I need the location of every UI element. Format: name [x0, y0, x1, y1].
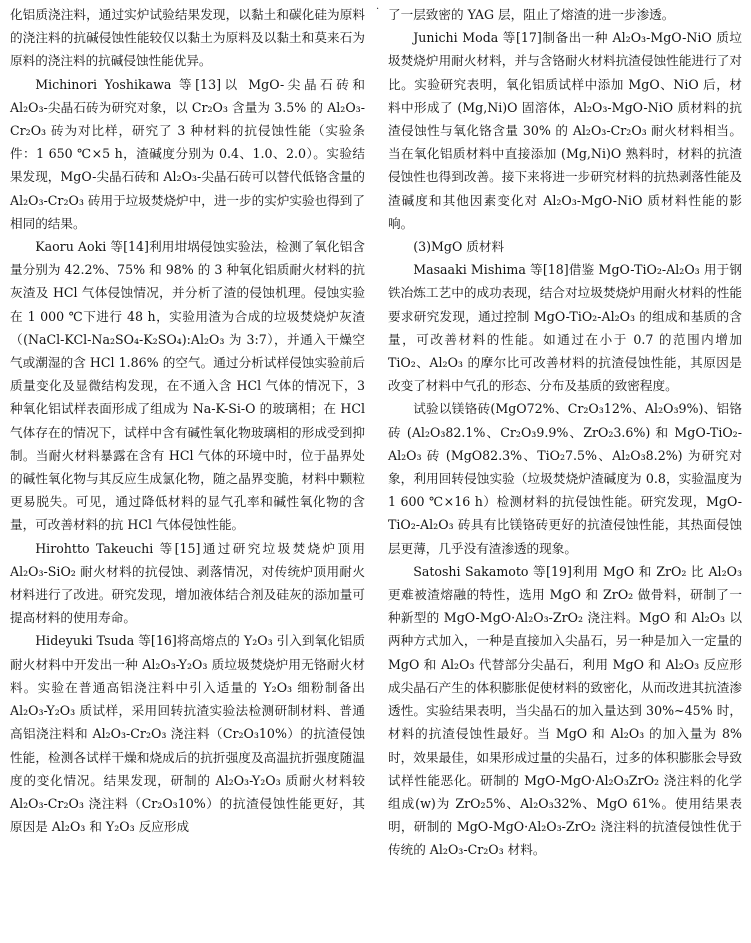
left-column: [10, 3, 365, 838]
right-paragraph-4: 试验以镁铬砖(MgO72%、Cr₂O₃12%、Al₂O₃9%)、铝铬砖 (Al₂O₃82.1%、Cr₂O₃9.9%、ZrO₂3.6%) 和 MgO-TiO₂-Al₂O₃ 砖 (MgO82.3%、TiO₂7.5%、Al₂O₃8.2%) 为研究对象，利用回转侵蚀实验（垃圾焚烧炉渣碱度为 0.8，实验温度为 1 600 ℃×16 h）检测材料的抗侵蚀性能。研究发现，MgO-TiO₂-Al₂O₃ 砖具有比镁铬砖更好的抗渣侵蚀性能，其热面侵蚀层更薄，几乎没有渣渗透的现象。: [388, 401, 742, 556]
left-paragraph-5: Hideyuki Tsuda 等[16]将高熔点的 Y₂O₃ 引入到氧化铝质耐火材料中开发出一种 Al₂O₃-Y₂O₃ 质垃圾焚烧炉用无铬耐火材料。实验在普通高铝浇注料中引入适量的 Y₂O₃ 细粉制备出 Al₂O₃-Y₂O₃ 质试样，采用回转抗渣实验法检测研制材料、普通高铝浇注料和 Al₂O₃-Cr₂O₃ 浇注料（Cr₂O₃10%）的抗渣侵蚀性能，检测各试样干燥和烧成后的抗折强度及高温抗折强度随温度的变化情况。结果发现，研制的 Al₂O₃-Y₂O₃ 质耐火材料较 Al₂O₃-Cr₂O₃ 浇注料（Cr₂O₃10%）的抗渣侵蚀性能更好，其原因是 Al₂O₃ 和 Y₂O₃ 反应形成: [10, 633, 365, 835]
left-paragraph-4: Hirohtto Takeuchi 等[15]通过研究垃圾焚烧炉顶用 Al₂O₃-SiO₂ 耐火材料的抗侵蚀、剥落情况，对传统炉顶用耐火材料进行了改进。研究发现，增加液体结合剂及硅灰的添加量可提高材料的使用寿命。: [10, 540, 365, 626]
left-paragraph-3: Kaoru Aoki 等[14]利用坩埚侵蚀实验法，检测了氧化铝含量分别为 42.2%、75% 和 98% 的 3 种氧化铝质耐火材料的抗灰渣及 HCl 气体侵蚀情况，并分析了渣的侵蚀机理。侵蚀实验在 1 000 ℃下进行 48 h，实验用渣为合成的垃圾焚烧炉灰渣（(NaCl-KCl-Na₂SO₄-K₂SO₄):Al₂O₃ 为 3:7），并通入干燥空气或潮湿的含 HCl 1.86% 的空气。通过分析试样侵蚀实验前后质量变化及显微结构发现，在不通入含 HCl 气体的情况下，3 种氧化铝试样表面形成了组成为 Na-K-Si-O 的玻璃相；在 HCl 气体存在的情况下，试样中含有碱性氧化物玻璃相的形成受到抑制。当耐火材料暴露在含有 HCl 气体的环境中时，位于晶界处的碱性氧化物与其反应生成氯化物，随之晶界变脆，材料中颗粒更易脱失。可见，通过降低材料的显气孔率和碱性氧化物的含量，可改善材料的抗 HCl 气体侵蚀性能。: [10, 239, 365, 533]
right-paragraph-5: Satoshi Sakamoto 等[19]利用 MgO 和 ZrO₂ 比 Al₂O₃ 更难被渣熔融的特性，选用 MgO 和 ZrO₂ 做骨料，研制了一种新型的 MgO-MgO·Al₂O₃-ZrO₂ 浇注料。MgO 和 Al₂O₃ 以两种方式加入，一种是直接加入尖晶石，另一种是加入一定量的 MgO 和 Al₂O₃ 代替部分尖晶石，利用 MgO 和 Al₂O₃ 反应形成尖晶石产生的体积膨胀促使材料的致密化，从而改进其抗渣渗透性。实验结果表明，当尖晶石的加入量达到 30%~45% 时，材料的抗渣侵蚀性最好。当 MgO 和 Al₂O₃ 的加入量为 8% 时，效果最佳，如果形成过量的尖晶石，过多的体积膨胀会导致试样性能恶化。研制的 MgO-MgO·Al₂O₃ZrO₂ 浇注料的化学组成(w)为 ZrO₂5%、Al₂O₃32%、MgO 61%。使用结果表明，研制的 MgO-MgO·Al₂O₃-ZrO₂ 浇注料的抗渣侵蚀性优于传统的 Al₂O₃-Cr₂O₃ 材料。: [388, 563, 742, 858]
left-paragraph-1: 化铝质浇注料，通过实炉试验结果发现，以黏土和碳化硅为原料的浇注料的抗碱侵蚀性能较仅以黏土为原料及以黏土和莫来石为原料的浇注料的抗碱侵蚀性能优异。: [10, 7, 365, 69]
left-paragraph-2: Michinori Yoshikawa 等[13]以 MgO-尖晶石砖和 Al₂O₃-尖晶石砖为研究对象，以 Cr₂O₃ 含量为 3.5% 的 Al₂O₃-Cr₂O₃ 砖为对比样，研究了 3 种材料的抗侵蚀性能（实验条件：1 650 ℃×5 h，渣碱度分别为 0.4、1.0、2.0）。实验结果发现，MgO-尖晶石砖和 Al₂O₃-尖晶石砖可以替代低铬含量的 Al₂O₃-Cr₂O₃ 砖用于垃圾焚烧炉中，进一步的实炉实验也得到了相同的结果。: [10, 76, 365, 231]
right-column: [388, 3, 742, 862]
column-separator-mark: ·: [376, 4, 380, 15]
right-paragraph-1: 了一层致密的 YAG 层，阻止了熔渣的进一步渗透。: [388, 7, 675, 22]
section-heading-mgo: (3)MgO 质材料: [413, 239, 505, 255]
right-paragraph-3: Masaaki Mishima 等[18]借鉴 MgO-TiO₂-Al₂O₃ 用于钢铁冶炼工艺中的成功表现，结合对垃圾焚烧炉用耐火材料的性能要求研究发现，通过控制 MgO-TiO₂-Al₂O₃ 的组成和基质的含量，可改善材料的性能。如通过在小于 0.7 的范围内增加 TiO₂、Al₂O₃ 的摩尔比可改善材料的抗渣侵蚀性能，其原因是改变了材料中气孔的形态、分布及基质的致密程度。: [388, 262, 742, 394]
right-paragraph-2: Junichi Moda 等[17]制备出一种 Al₂O₃-MgO-NiO 质垃圾焚烧炉用耐火材料，并与含铬耐火材料抗渣侵蚀性能进行了对比。实验研究表明，氧化铝质试样中添加 MgO、NiO 后，材料中形成了 (Mg,Ni)O 固溶体，Al₂O₃-MgO-NiO 质材料的抗渣侵蚀性与氧化铬含量 30% 的 Al₂O₃-Cr₂O₃ 耐火材料相当。当在氧化铝质材料中直接添加 (Mg,Ni)O 熟料时，材料的抗渣侵蚀性也得到改善。接下来将进一步研究材料的抗热剥落性能及渣碱度和其他因素变化对 Al₂O₃-MgO-NiO 质材料性能的影响。: [388, 30, 742, 231]
